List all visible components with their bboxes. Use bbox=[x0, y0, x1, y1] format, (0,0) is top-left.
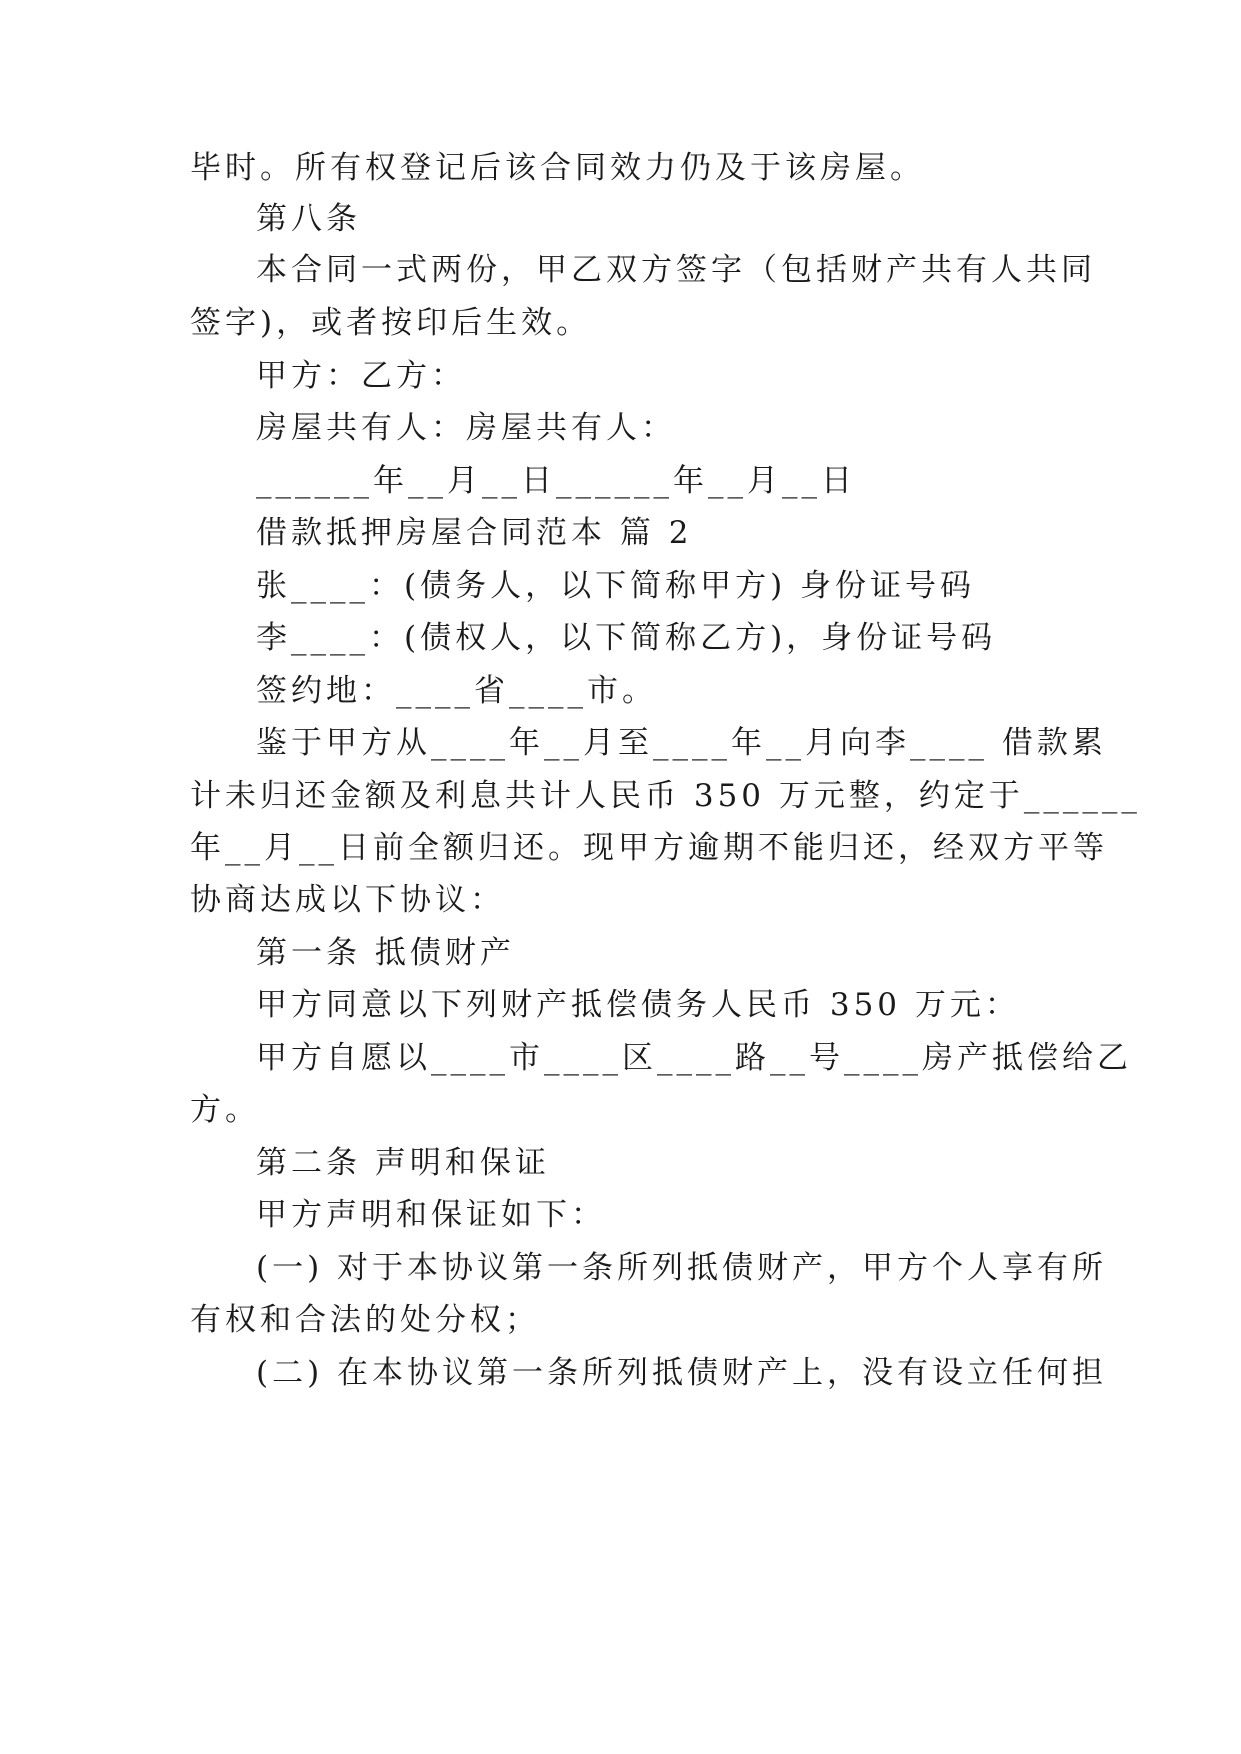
text-line: 鉴于甲方从____年__月至____年__月向李____ 借款累 bbox=[256, 725, 1107, 761]
party-b-line: 李____：(债权人，以下简称乙方)，身份证号码 bbox=[256, 620, 997, 656]
signature-label: 甲方：乙方： bbox=[256, 358, 466, 394]
clause-item: (一) 对于本协议第一条所列抵债财产，甲方个人享有所 bbox=[256, 1250, 1108, 1286]
clause-item: (二) 在本协议第一条所列抵债财产上，没有设立任何担 bbox=[256, 1355, 1108, 1391]
section-title: 借款抵押房屋合同范本 篇 2 bbox=[256, 515, 693, 551]
article-heading: 第一条 抵债财产 bbox=[256, 935, 515, 971]
article-heading: 第八条 bbox=[256, 201, 361, 237]
text-line: 签字)，或者按印后生效。 bbox=[190, 305, 592, 341]
text-line: 方。 bbox=[190, 1092, 260, 1128]
signing-place-line: 签约地：____省____市。 bbox=[256, 673, 657, 709]
text-line: 有权和合法的处分权； bbox=[190, 1302, 540, 1338]
text-line: 甲方同意以下列财产抵偿债务人民币 350 万元： bbox=[256, 987, 1020, 1023]
text-line: 年__月__日前全额归还。现甲方逾期不能归还，经双方平等 bbox=[190, 830, 1108, 866]
date-line: ______年__月__日______年__月__日 bbox=[256, 463, 856, 499]
article-heading: 第二条 声明和保证 bbox=[256, 1145, 550, 1181]
text-line: 计未归还金额及利息共计人民币 350 万元整，约定于______ bbox=[190, 778, 1141, 814]
text-line: 甲方自愿以____市____区____路__号____房产抵偿给乙 bbox=[256, 1040, 1132, 1076]
text-line: 本合同一式两份，甲乙双方签字（包括财产共有人共同 bbox=[256, 252, 1096, 288]
text-line: 协商达成以下协议： bbox=[190, 882, 505, 918]
text-line: 甲方声明和保证如下： bbox=[256, 1197, 606, 1233]
co-owner-label: 房屋共有人：房屋共有人： bbox=[256, 410, 676, 446]
text-line: 毕时。所有权登记后该合同效力仍及于该房屋。 bbox=[190, 150, 925, 186]
party-a-line: 张____：(债务人，以下简称甲方) 身份证号码 bbox=[256, 568, 976, 604]
